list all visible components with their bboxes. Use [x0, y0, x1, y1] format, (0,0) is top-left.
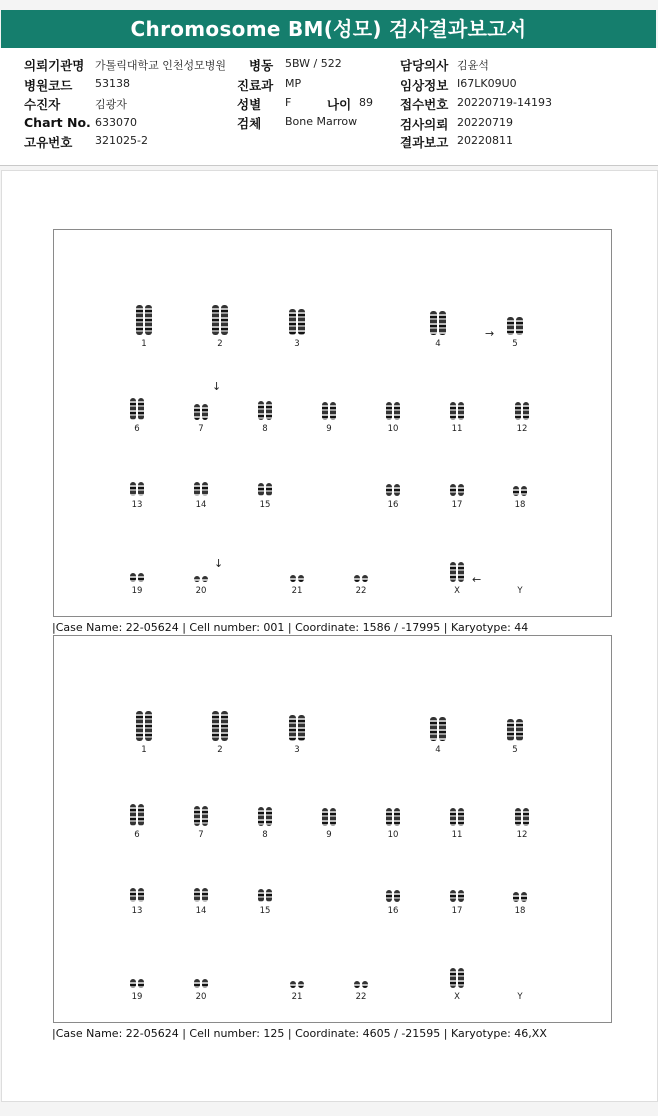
chromosome-band-image	[439, 717, 446, 741]
value-age: 89	[359, 96, 373, 109]
karyotype-image-cell-125	[53, 635, 612, 1023]
chromosome-11	[425, 386, 489, 434]
chromosome-band-image	[289, 309, 296, 335]
arrow-down-icon: ↓	[214, 557, 224, 570]
chromosome-band-image	[138, 573, 144, 582]
chromosome-x	[425, 548, 489, 596]
chromosome-number-label: 1	[141, 745, 147, 755]
chromosome-number-label: 5	[512, 339, 518, 349]
chromosome-band-image	[258, 401, 264, 420]
chromosome-21	[265, 548, 329, 596]
chromosome-10	[361, 792, 425, 840]
chromosome-band-image	[266, 889, 272, 902]
chromosome-number-label: 8	[262, 830, 268, 840]
chromosome-20	[169, 954, 233, 1002]
chromosome-band-image	[458, 808, 464, 826]
chromosome-band-image	[430, 717, 437, 741]
chromosome-band-image	[202, 404, 208, 420]
value-request-date: 20220719	[457, 116, 513, 129]
chromosome-7	[169, 792, 233, 840]
chromosome-number-label: 3	[294, 339, 300, 349]
chromosome-3	[265, 707, 329, 755]
chromosome-band-image	[202, 576, 208, 582]
chromosome-21	[265, 954, 329, 1002]
chromosome-18	[488, 868, 552, 916]
chromosome-number-label: 12	[516, 830, 528, 840]
chromosome-number-label: 20	[195, 586, 207, 596]
chromosome-band-image	[130, 979, 136, 988]
arrow-down-icon: ↓	[212, 380, 222, 393]
chromosome-band-image	[202, 888, 208, 902]
value-sex: F	[285, 96, 292, 109]
chromosome-1	[112, 301, 176, 349]
chromosome-band-image	[386, 402, 392, 420]
value-specimen: Bone Marrow	[285, 115, 358, 128]
chromosome-band-image	[202, 979, 208, 988]
chromosome-number-label: 17	[451, 500, 463, 510]
chromosome-22	[329, 548, 393, 596]
chromosome-band-image	[202, 482, 208, 496]
chromosome-number-label: 13	[131, 500, 143, 510]
chromosome-band-image	[523, 402, 529, 420]
chromosome-4	[406, 707, 470, 755]
value-ward: 5BW / 522	[285, 57, 342, 70]
chromosome-band-image	[515, 808, 521, 826]
chromosome-13	[105, 462, 169, 510]
chromosome-6	[105, 386, 169, 434]
chromosome-band-image	[298, 575, 304, 582]
chromosome-12	[490, 792, 554, 840]
chromosome-band-image	[130, 888, 136, 902]
value-hospital-code: 53138	[95, 77, 130, 90]
value-physician: 김윤석	[457, 59, 489, 72]
chromosome-band-image	[194, 888, 200, 902]
chromosome-number-label: 4	[435, 745, 441, 755]
chromosome-band-image	[258, 889, 264, 902]
chromosome-19	[105, 954, 169, 1002]
chromosome-band-image	[450, 890, 456, 902]
chromosome-band-image	[322, 402, 328, 420]
chromosome-number-label: 11	[451, 424, 463, 434]
patient-info-panel	[0, 48, 658, 166]
chromosome-3	[265, 301, 329, 349]
chromosome-band-image	[290, 981, 296, 988]
chromosome-band-image	[258, 483, 264, 496]
chromosome-number-label: 19	[131, 992, 143, 1002]
chromosome-band-image	[458, 968, 464, 988]
label-clinical-info: 임상정보	[400, 78, 449, 93]
chromosome-2	[188, 707, 252, 755]
label-accession-no: 접수번호	[400, 97, 449, 112]
chromosome-number-label: 22	[355, 992, 367, 1002]
chromosome-14	[169, 462, 233, 510]
chromosome-band-image	[194, 806, 200, 826]
chromosome-band-image	[394, 890, 400, 902]
chromosome-band-image	[298, 715, 305, 741]
chromosome-band-image	[516, 317, 523, 335]
chromosome-number-label: 20	[195, 992, 207, 1002]
chromosome-number-label: 2	[217, 745, 223, 755]
chromosome-16	[361, 868, 425, 916]
chromosome-10	[361, 386, 425, 434]
value-requesting-institution: 가톨릭대학교 인천성모병원	[95, 59, 227, 72]
chromosome-number-label: X	[454, 586, 460, 596]
label-report-date: 결과보고	[400, 135, 449, 150]
chromosome-band-image	[458, 890, 464, 902]
chromosome-9	[297, 386, 361, 434]
chromosome-band-image	[266, 807, 272, 826]
chromosome-number-label: 15	[259, 500, 271, 510]
chromosome-band-image	[145, 711, 152, 741]
chromosome-band-image	[138, 979, 144, 988]
label-ward: 병동	[249, 58, 274, 73]
chromosome-band-image	[130, 482, 136, 496]
chromosome-band-image	[386, 484, 392, 496]
chromosome-17	[425, 868, 489, 916]
karyotype-caption-1: |Case Name: 22-05624 | Cell number: 001 | Coordinate: 1586 / -17995 | Karyotype: 44	[52, 621, 529, 634]
chromosome-band-image	[450, 484, 456, 496]
chromosome-band-image	[194, 576, 200, 582]
chromosome-number-label: 12	[516, 424, 528, 434]
chromosome-15	[233, 868, 297, 916]
label-unique-id: 고유번호	[24, 135, 73, 150]
chromosome-band-image	[430, 311, 437, 335]
chromosome-band-image	[202, 806, 208, 826]
chromosome-7	[169, 386, 233, 434]
chromosome-13	[105, 868, 169, 916]
chromosome-band-image	[221, 711, 228, 741]
chromosome-band-image	[138, 482, 144, 496]
chromosome-number-label: 9	[326, 830, 332, 840]
label-request-date: 검사의뢰	[400, 117, 449, 132]
label-patient-name: 수진자	[24, 97, 61, 112]
chromosome-number-label: 3	[294, 745, 300, 755]
chromosome-band-image	[130, 398, 136, 420]
chromosome-band-image	[136, 305, 143, 335]
chromosome-number-label: 14	[195, 906, 207, 916]
chromosome-number-label: Y	[517, 586, 523, 596]
chromosome-band-image	[194, 404, 200, 420]
chromosome-number-label: 9	[326, 424, 332, 434]
chromosome-band-image	[450, 402, 456, 420]
label-department: 진료과	[237, 78, 274, 93]
label-sex: 성별	[237, 97, 262, 112]
chromosome-band-image	[354, 981, 360, 988]
chromosome-14	[169, 868, 233, 916]
chromosome-19	[105, 548, 169, 596]
chromosome-band-image	[362, 575, 368, 582]
chromosome-5	[483, 301, 547, 349]
value-report-date: 20220811	[457, 134, 513, 147]
chromosome-band-image	[194, 482, 200, 496]
chromosome-band-image	[523, 808, 529, 826]
karyotype-caption-2: |Case Name: 22-05624 | Cell number: 125 | Coordinate: 4605 / -21595 | Karyotype: 46,XX	[52, 1027, 547, 1040]
chromosome-band-image	[138, 398, 144, 420]
value-clinical-info: I67LK09U0	[457, 77, 517, 90]
chromosome-number-label: 18	[514, 500, 526, 510]
value-accession-no: 20220719-14193	[457, 96, 552, 109]
chromosome-band-image	[330, 808, 336, 826]
chromosome-number-label: 7	[198, 830, 204, 840]
chromosome-band-image	[386, 890, 392, 902]
chromosome-band-image	[458, 402, 464, 420]
chromosome-x	[425, 954, 489, 1002]
chromosome-band-image	[290, 575, 296, 582]
chromosome-number-label: 11	[451, 830, 463, 840]
chromosome-number-label: X	[454, 992, 460, 1002]
chromosome-4	[406, 301, 470, 349]
chromosome-band-image	[212, 711, 219, 741]
chromosome-band-image	[394, 484, 400, 496]
chromosome-number-label: 16	[387, 906, 399, 916]
chromosome-number-label: 21	[291, 586, 303, 596]
chromosome-band-image	[136, 711, 143, 741]
chromosome-band-image	[507, 719, 514, 741]
chromosome-band-image	[394, 808, 400, 826]
chromosome-6	[105, 792, 169, 840]
chromosome-9	[297, 792, 361, 840]
chromosome-band-image	[394, 402, 400, 420]
chromosome-band-image	[439, 311, 446, 335]
chromosome-band-image	[386, 808, 392, 826]
chromosome-number-label: 6	[134, 830, 140, 840]
chromosome-band-image	[289, 715, 296, 741]
chromosome-number-label: 10	[387, 830, 399, 840]
chromosome-number-label: 19	[131, 586, 143, 596]
chromosome-number-label: 17	[451, 906, 463, 916]
chromosome-band-image	[194, 979, 200, 988]
label-age: 나이	[327, 97, 352, 112]
chromosome-band-image	[458, 484, 464, 496]
chromosome-20	[169, 548, 233, 596]
chromosome-y	[488, 954, 552, 1002]
chromosome-band-image	[515, 402, 521, 420]
report-title: Chromosome BM(성모) 검사결과보고서	[1, 10, 656, 48]
chromosome-number-label: 14	[195, 500, 207, 510]
value-chart-no: 633070	[95, 116, 137, 129]
chromosome-11	[425, 792, 489, 840]
chromosome-number-label: 10	[387, 424, 399, 434]
chromosome-band-image	[516, 719, 523, 741]
chromosome-number-label: 1	[141, 339, 147, 349]
label-requesting-institution: 의뢰기관명	[24, 58, 85, 73]
label-specimen: 검체	[237, 116, 262, 131]
chromosome-band-image	[298, 981, 304, 988]
arrow-right-icon: →	[485, 327, 495, 340]
value-unique-id: 321025-2	[95, 134, 148, 147]
value-patient-name: 김광자	[95, 98, 127, 111]
chromosome-band-image	[130, 573, 136, 582]
chromosome-1	[112, 707, 176, 755]
chromosome-number-label: 16	[387, 500, 399, 510]
chromosome-band-image	[138, 804, 144, 826]
report-sheet	[1, 170, 658, 1102]
chromosome-band-image	[513, 486, 519, 496]
chromosome-band-image	[138, 888, 144, 902]
arrow-left-icon: ←	[472, 573, 482, 586]
label-chart-no: Chart No.	[24, 115, 91, 130]
chromosome-number-label: 4	[435, 339, 441, 349]
chromosome-2	[188, 301, 252, 349]
chromosome-band-image	[298, 309, 305, 335]
chromosome-band-image	[322, 808, 328, 826]
value-department: MP	[285, 77, 302, 90]
chromosome-17	[425, 462, 489, 510]
chromosome-18	[488, 462, 552, 510]
chromosome-16	[361, 462, 425, 510]
chromosome-12	[490, 386, 554, 434]
chromosome-number-label: 15	[259, 906, 271, 916]
chromosome-number-label: 2	[217, 339, 223, 349]
chromosome-number-label: 13	[131, 906, 143, 916]
chromosome-band-image	[521, 486, 527, 496]
chromosome-number-label: 18	[514, 906, 526, 916]
chromosome-number-label: 7	[198, 424, 204, 434]
chromosome-band-image	[266, 483, 272, 496]
chromosome-number-label: 21	[291, 992, 303, 1002]
chromosome-number-label: 8	[262, 424, 268, 434]
chromosome-number-label: 22	[355, 586, 367, 596]
chromosome-band-image	[450, 562, 456, 582]
chromosome-number-label: Y	[517, 992, 523, 1002]
chromosome-band-image	[330, 402, 336, 420]
chromosome-band-image	[521, 892, 527, 902]
chromosome-band-image	[450, 808, 456, 826]
label-hospital-code: 병원코드	[24, 78, 73, 93]
chromosome-5	[483, 707, 547, 755]
chromosome-number-label: 5	[512, 745, 518, 755]
chromosome-22	[329, 954, 393, 1002]
chromosome-band-image	[507, 317, 514, 335]
chromosome-band-image	[258, 807, 264, 826]
chromosome-band-image	[354, 575, 360, 582]
chromosome-8	[233, 792, 297, 840]
chromosome-band-image	[212, 305, 219, 335]
chromosome-band-image	[362, 981, 368, 988]
karyotype-image-cell-001	[53, 229, 612, 617]
chromosome-number-label: 6	[134, 424, 140, 434]
chromosome-band-image	[450, 968, 456, 988]
chromosome-y	[488, 548, 552, 596]
label-physician: 담당의사	[400, 58, 449, 73]
chromosome-band-image	[266, 401, 272, 420]
chromosome-8	[233, 386, 297, 434]
chromosome-band-image	[513, 892, 519, 902]
chromosome-band-image	[130, 804, 136, 826]
chromosome-band-image	[458, 562, 464, 582]
chromosome-band-image	[145, 305, 152, 335]
chromosome-15	[233, 462, 297, 510]
chromosome-band-image	[221, 305, 228, 335]
